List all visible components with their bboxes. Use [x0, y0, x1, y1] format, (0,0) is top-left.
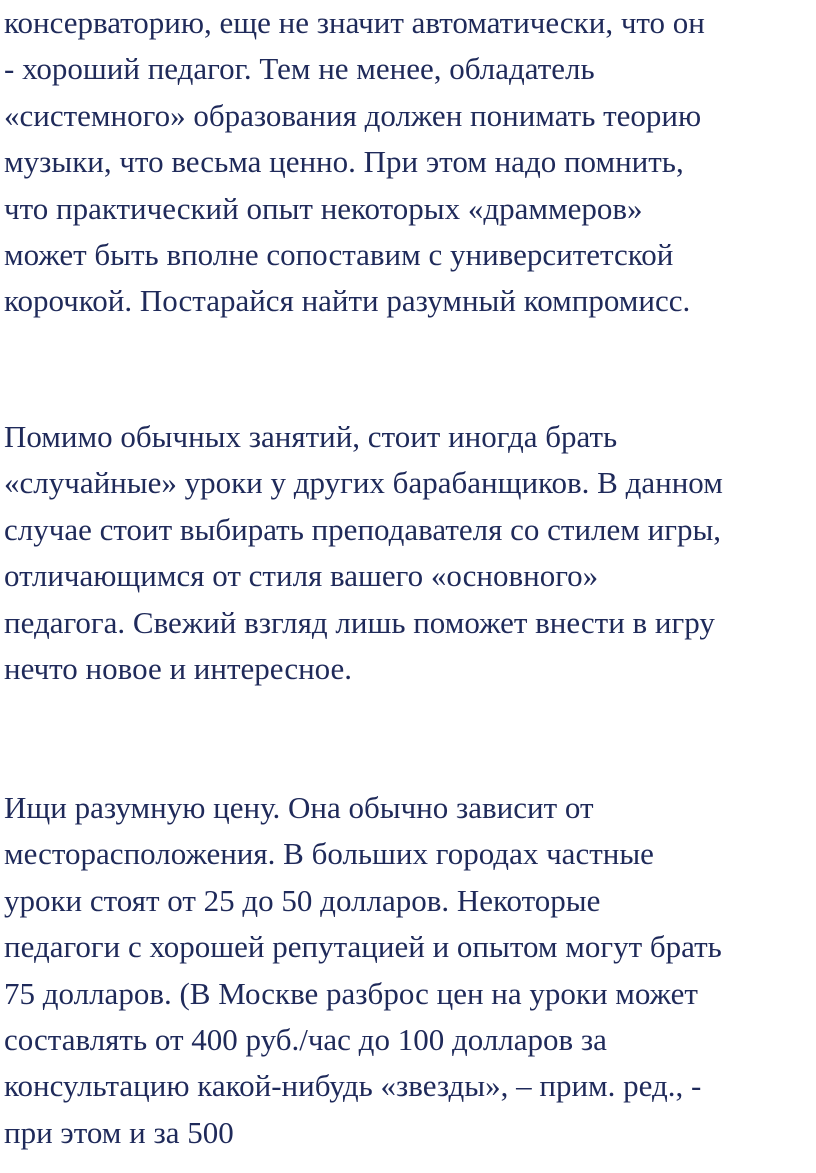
- paragraph-teacher-education: консерваторию, еще не значит автоматически, что он - хороший педагог. Тем не менее, обладатель «системного» образования должен понимать теорию музыки, что весьма ценно. При этом надо помнить, что практический опыт некоторых «драммеров» может быть вполне сопоставим с университетской корочкой. Постарайся найти разумный компромисс.: [4, 5, 705, 319]
- paragraph-lesson-price: Ищи разумную цену. Она обычно зависит от месторасположения. В больших городах частные уроки стоят от 25 до 50 долларов. Некоторые педагоги с хорошей репутацией и опытом могут брать 75 долларов. (В Москве разброс цен на уроки может составлять от 400 руб./час до 100 долларов за консультацию какой-нибудь «звезды», – прим. ред., - при этом и за 500: [4, 790, 722, 1150]
- paragraph-random-lessons: Помимо обычных занятий, стоит иногда брать «случайные» уроки у других барабанщиков. В данном случае стоит выбирать преподавателя со стилем игры, отличающимся от стиля вашего «основного» педагога. Свежий взгляд лишь поможет внести в игру нечто новое и интересное.: [4, 419, 723, 687]
